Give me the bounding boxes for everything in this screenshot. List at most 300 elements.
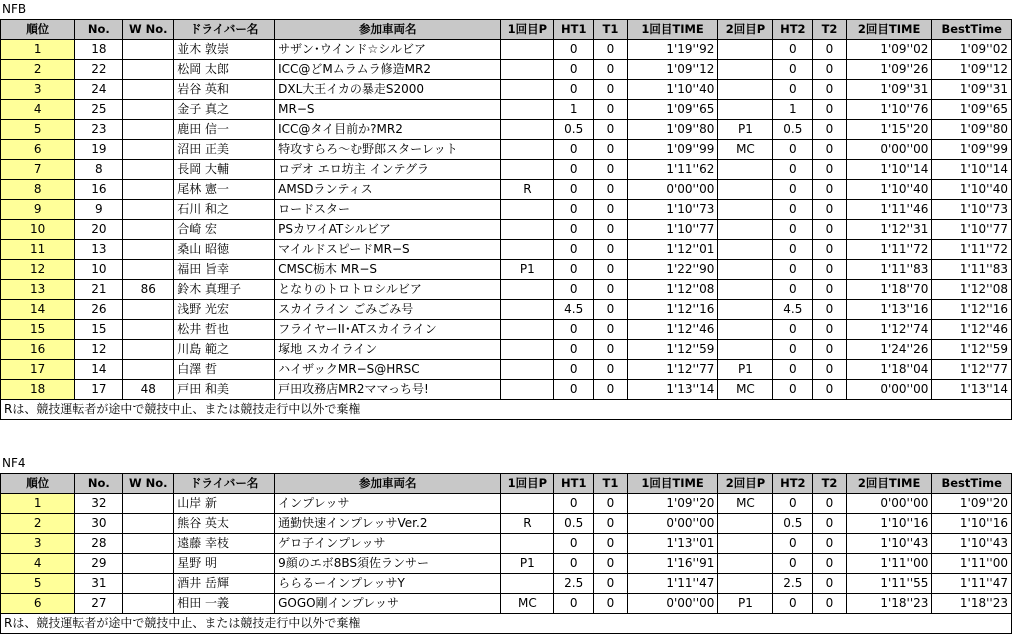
cell-first-penalty bbox=[501, 280, 554, 300]
cell-driver-name: 桑山 昭徳 bbox=[174, 240, 275, 260]
cell-best-time: 1'12''46 bbox=[932, 320, 1012, 340]
table-row bbox=[1, 534, 1012, 554]
cell-driver-name: 松岡 太郎 bbox=[174, 60, 275, 80]
table-row bbox=[1, 300, 1012, 320]
table-row bbox=[1, 180, 1012, 200]
table-row bbox=[1, 240, 1012, 260]
cell-ht2: 4.5 bbox=[773, 300, 813, 320]
table-row bbox=[1, 594, 1012, 614]
column-header-rank: 順位 bbox=[1, 20, 75, 40]
cell-second-time: 1'09''31 bbox=[846, 80, 932, 100]
cell-car-number: 32 bbox=[75, 494, 123, 514]
cell-second-penalty bbox=[718, 80, 773, 100]
cell-car-number: 20 bbox=[75, 220, 123, 240]
cell-vehicle-name: PSカワイATシルビア bbox=[275, 220, 501, 240]
cell-w-number bbox=[123, 514, 174, 534]
cell-rank: 9 bbox=[1, 200, 75, 220]
table-row bbox=[1, 220, 1012, 240]
cell-ht1: 0.5 bbox=[554, 120, 594, 140]
cell-vehicle-name: MR−S bbox=[275, 100, 501, 120]
cell-second-penalty bbox=[718, 220, 773, 240]
cell-t2: 0 bbox=[813, 360, 847, 380]
cell-first-time: 0'00''00 bbox=[627, 514, 718, 534]
cell-first-penalty: R bbox=[501, 514, 554, 534]
cell-ht1: 0 bbox=[554, 360, 594, 380]
cell-first-penalty bbox=[501, 100, 554, 120]
cell-w-number: 48 bbox=[123, 380, 174, 400]
cell-second-time: 0'00''00 bbox=[846, 140, 932, 160]
cell-ht2: 0 bbox=[773, 240, 813, 260]
cell-first-time: 1'11''47 bbox=[627, 574, 718, 594]
header-row bbox=[1, 474, 1012, 494]
cell-best-time: 1'10''73 bbox=[932, 200, 1012, 220]
cell-car-number: 15 bbox=[75, 320, 123, 340]
cell-second-penalty bbox=[718, 320, 773, 340]
cell-car-number: 13 bbox=[75, 240, 123, 260]
cell-w-number bbox=[123, 494, 174, 514]
cell-first-time: 1'13''01 bbox=[627, 534, 718, 554]
cell-best-time: 1'09''20 bbox=[932, 494, 1012, 514]
cell-car-number: 25 bbox=[75, 100, 123, 120]
cell-w-number bbox=[123, 340, 174, 360]
cell-first-time: 1'09''99 bbox=[627, 140, 718, 160]
cell-rank: 12 bbox=[1, 260, 75, 280]
cell-second-time: 1'10''14 bbox=[846, 160, 932, 180]
column-header-first-penalty: 1回目P bbox=[501, 474, 554, 494]
cell-driver-name: 岩谷 英和 bbox=[174, 80, 275, 100]
cell-second-time: 1'09''26 bbox=[846, 60, 932, 80]
cell-first-time: 1'22''90 bbox=[627, 260, 718, 280]
cell-t1: 0 bbox=[594, 200, 628, 220]
cell-car-number: 26 bbox=[75, 300, 123, 320]
cell-ht1: 0 bbox=[554, 534, 594, 554]
cell-first-penalty bbox=[501, 340, 554, 360]
cell-ht2: 0 bbox=[773, 494, 813, 514]
cell-vehicle-name: となりのトロトロシルビア bbox=[275, 280, 501, 300]
cell-car-number: 10 bbox=[75, 260, 123, 280]
cell-second-time: 1'12''31 bbox=[846, 220, 932, 240]
cell-rank: 4 bbox=[1, 100, 75, 120]
column-header-second-penalty: 2回目P bbox=[718, 474, 773, 494]
cell-first-penalty: MC bbox=[501, 594, 554, 614]
cell-ht2: 0 bbox=[773, 534, 813, 554]
cell-driver-name: 沼田 正美 bbox=[174, 140, 275, 160]
cell-driver-name: 戸田 和美 bbox=[174, 380, 275, 400]
cell-ht1: 0 bbox=[554, 220, 594, 240]
cell-rank: 14 bbox=[1, 300, 75, 320]
cell-ht1: 0 bbox=[554, 40, 594, 60]
cell-ht2: 0 bbox=[773, 380, 813, 400]
cell-rank: 5 bbox=[1, 120, 75, 140]
cell-first-penalty bbox=[501, 320, 554, 340]
cell-second-time: 1'10''76 bbox=[846, 100, 932, 120]
cell-first-penalty: R bbox=[501, 180, 554, 200]
cell-first-penalty bbox=[501, 574, 554, 594]
cell-ht2: 0 bbox=[773, 260, 813, 280]
table-row bbox=[1, 260, 1012, 280]
cell-first-time: 1'10''77 bbox=[627, 220, 718, 240]
cell-vehicle-name: ハイザックMR−S@HRSC bbox=[275, 360, 501, 380]
cell-t1: 0 bbox=[594, 360, 628, 380]
cell-ht1: 2.5 bbox=[554, 574, 594, 594]
table-row bbox=[1, 574, 1012, 594]
cell-t1: 0 bbox=[594, 594, 628, 614]
note-row bbox=[1, 614, 1012, 634]
cell-first-time: 1'12''77 bbox=[627, 360, 718, 380]
cell-t2: 0 bbox=[813, 534, 847, 554]
cell-driver-name: 長岡 大輔 bbox=[174, 160, 275, 180]
cell-first-time: 1'09''80 bbox=[627, 120, 718, 140]
cell-second-time: 1'11''00 bbox=[846, 554, 932, 574]
cell-t1: 0 bbox=[594, 120, 628, 140]
cell-w-number bbox=[123, 200, 174, 220]
cell-driver-name: 浅野 光宏 bbox=[174, 300, 275, 320]
cell-car-number: 8 bbox=[75, 160, 123, 180]
cell-driver-name: 山岸 新 bbox=[174, 494, 275, 514]
cell-ht1: 0.5 bbox=[554, 514, 594, 534]
cell-vehicle-name: ロデオ エロ坊主 インテグラ bbox=[275, 160, 501, 180]
cell-vehicle-name: 塚地 スカイライン bbox=[275, 340, 501, 360]
cell-vehicle-name: ICC@タイ目前か?MR2 bbox=[275, 120, 501, 140]
cell-best-time: 1'11''47 bbox=[932, 574, 1012, 594]
cell-w-number bbox=[123, 594, 174, 614]
column-header-first-penalty: 1回目P bbox=[501, 20, 554, 40]
section-title-nfb: NFB bbox=[2, 2, 27, 16]
cell-second-time: 1'13''16 bbox=[846, 300, 932, 320]
cell-first-time: 1'12''59 bbox=[627, 340, 718, 360]
column-header-t2: T2 bbox=[813, 474, 847, 494]
table-row bbox=[1, 494, 1012, 514]
cell-t1: 0 bbox=[594, 80, 628, 100]
cell-rank: 3 bbox=[1, 80, 75, 100]
cell-first-time: 1'10''40 bbox=[627, 80, 718, 100]
cell-best-time: 1'11''00 bbox=[932, 554, 1012, 574]
footnote: Rは、競技運転者が途中で競技中止、または競技走行中以外で棄権 bbox=[1, 400, 1012, 420]
cell-second-penalty: MC bbox=[718, 494, 773, 514]
cell-t2: 0 bbox=[813, 100, 847, 120]
cell-ht1: 0 bbox=[554, 280, 594, 300]
cell-ht1: 0 bbox=[554, 340, 594, 360]
cell-w-number bbox=[123, 260, 174, 280]
cell-t2: 0 bbox=[813, 80, 847, 100]
cell-best-time: 1'10''40 bbox=[932, 180, 1012, 200]
cell-ht1: 4.5 bbox=[554, 300, 594, 320]
cell-second-penalty bbox=[718, 60, 773, 80]
cell-w-number bbox=[123, 220, 174, 240]
cell-ht2: 0 bbox=[773, 594, 813, 614]
cell-rank: 13 bbox=[1, 280, 75, 300]
cell-t2: 0 bbox=[813, 40, 847, 60]
cell-first-time: 1'12''16 bbox=[627, 300, 718, 320]
cell-best-time: 1'09''12 bbox=[932, 60, 1012, 80]
cell-first-penalty bbox=[501, 80, 554, 100]
cell-best-time: 1'12''08 bbox=[932, 280, 1012, 300]
cell-best-time: 1'12''16 bbox=[932, 300, 1012, 320]
cell-best-time: 1'13''14 bbox=[932, 380, 1012, 400]
cell-vehicle-name: AMSDランティス bbox=[275, 180, 501, 200]
cell-second-time: 1'11''83 bbox=[846, 260, 932, 280]
cell-second-time: 1'10''43 bbox=[846, 534, 932, 554]
cell-t1: 0 bbox=[594, 220, 628, 240]
cell-first-time: 1'11''62 bbox=[627, 160, 718, 180]
cell-driver-name: 酒井 岳輝 bbox=[174, 574, 275, 594]
cell-best-time: 1'18''23 bbox=[932, 594, 1012, 614]
cell-first-penalty bbox=[501, 240, 554, 260]
cell-second-time: 1'11''72 bbox=[846, 240, 932, 260]
table-row bbox=[1, 514, 1012, 534]
cell-ht1: 1 bbox=[554, 100, 594, 120]
cell-rank: 18 bbox=[1, 380, 75, 400]
cell-ht1: 0 bbox=[554, 594, 594, 614]
cell-first-time: 1'19''92 bbox=[627, 40, 718, 60]
cell-second-penalty bbox=[718, 180, 773, 200]
cell-second-time: 1'12''74 bbox=[846, 320, 932, 340]
cell-second-time: 1'18''70 bbox=[846, 280, 932, 300]
cell-rank: 5 bbox=[1, 574, 75, 594]
cell-best-time: 1'10''16 bbox=[932, 514, 1012, 534]
cell-ht2: 0.5 bbox=[773, 120, 813, 140]
cell-best-time: 1'09''65 bbox=[932, 100, 1012, 120]
cell-second-time: 1'18''04 bbox=[846, 360, 932, 380]
cell-first-penalty bbox=[501, 300, 554, 320]
cell-first-time: 1'13''14 bbox=[627, 380, 718, 400]
cell-t2: 0 bbox=[813, 280, 847, 300]
cell-first-penalty bbox=[501, 360, 554, 380]
cell-rank: 15 bbox=[1, 320, 75, 340]
cell-first-penalty bbox=[501, 534, 554, 554]
cell-second-time: 1'11''55 bbox=[846, 574, 932, 594]
cell-t1: 0 bbox=[594, 534, 628, 554]
cell-ht2: 0 bbox=[773, 280, 813, 300]
cell-driver-name: 川島 範之 bbox=[174, 340, 275, 360]
cell-ht2: 0 bbox=[773, 80, 813, 100]
cell-first-penalty: P1 bbox=[501, 260, 554, 280]
cell-vehicle-name: 戸田攻務店MR2ママっち号! bbox=[275, 380, 501, 400]
cell-t1: 0 bbox=[594, 494, 628, 514]
cell-driver-name: 松井 哲也 bbox=[174, 320, 275, 340]
cell-car-number: 18 bbox=[75, 40, 123, 60]
cell-first-penalty bbox=[501, 60, 554, 80]
column-header-t2: T2 bbox=[813, 20, 847, 40]
cell-driver-name: 金子 真之 bbox=[174, 100, 275, 120]
column-header-ht2: HT2 bbox=[773, 474, 813, 494]
cell-first-time: 1'12''01 bbox=[627, 240, 718, 260]
cell-first-penalty bbox=[501, 494, 554, 514]
cell-first-time: 1'12''08 bbox=[627, 280, 718, 300]
cell-t2: 0 bbox=[813, 380, 847, 400]
cell-ht1: 0 bbox=[554, 240, 594, 260]
cell-car-number: 31 bbox=[75, 574, 123, 594]
column-header-best-time: BestTime bbox=[932, 20, 1012, 40]
cell-second-penalty bbox=[718, 160, 773, 180]
cell-ht2: 0 bbox=[773, 320, 813, 340]
cell-t2: 0 bbox=[813, 574, 847, 594]
cell-w-number bbox=[123, 140, 174, 160]
column-header-rank: 順位 bbox=[1, 474, 75, 494]
cell-second-time: 1'10''16 bbox=[846, 514, 932, 534]
cell-vehicle-name: 特攻すらろ〜む野郎スターレット bbox=[275, 140, 501, 160]
cell-rank: 10 bbox=[1, 220, 75, 240]
cell-t2: 0 bbox=[813, 340, 847, 360]
cell-w-number bbox=[123, 534, 174, 554]
cell-first-penalty bbox=[501, 220, 554, 240]
cell-w-number bbox=[123, 160, 174, 180]
cell-second-time: 0'00''00 bbox=[846, 494, 932, 514]
cell-car-number: 12 bbox=[75, 340, 123, 360]
column-header-car-number: No. bbox=[75, 20, 123, 40]
table-row bbox=[1, 60, 1012, 80]
cell-best-time: 1'09''02 bbox=[932, 40, 1012, 60]
cell-rank: 11 bbox=[1, 240, 75, 260]
cell-car-number: 30 bbox=[75, 514, 123, 534]
cell-best-time: 1'12''77 bbox=[932, 360, 1012, 380]
cell-best-time: 1'10''43 bbox=[932, 534, 1012, 554]
cell-second-penalty bbox=[718, 514, 773, 534]
cell-car-number: 23 bbox=[75, 120, 123, 140]
table-row bbox=[1, 100, 1012, 120]
cell-t2: 0 bbox=[813, 240, 847, 260]
cell-vehicle-name: 9顔のエボ8BS須佐ランサー bbox=[275, 554, 501, 574]
cell-second-penalty: P1 bbox=[718, 594, 773, 614]
cell-w-number bbox=[123, 554, 174, 574]
cell-ht2: 0 bbox=[773, 200, 813, 220]
table-row bbox=[1, 80, 1012, 100]
cell-second-time: 1'11''46 bbox=[846, 200, 932, 220]
cell-t2: 0 bbox=[813, 514, 847, 534]
cell-best-time: 1'10''14 bbox=[932, 160, 1012, 180]
column-header-second-time: 2回目TIME bbox=[846, 20, 932, 40]
cell-car-number: 24 bbox=[75, 80, 123, 100]
cell-first-penalty bbox=[501, 380, 554, 400]
cell-ht2: 0 bbox=[773, 140, 813, 160]
cell-driver-name: 福田 旨幸 bbox=[174, 260, 275, 280]
cell-driver-name: 遠藤 幸枝 bbox=[174, 534, 275, 554]
cell-first-penalty bbox=[501, 120, 554, 140]
cell-second-penalty bbox=[718, 300, 773, 320]
cell-driver-name: 鹿田 信一 bbox=[174, 120, 275, 140]
cell-car-number: 27 bbox=[75, 594, 123, 614]
cell-first-time: 0'00''00 bbox=[627, 180, 718, 200]
cell-t1: 0 bbox=[594, 60, 628, 80]
cell-ht1: 0 bbox=[554, 60, 594, 80]
cell-car-number: 14 bbox=[75, 360, 123, 380]
table-row bbox=[1, 120, 1012, 140]
cell-vehicle-name: DXL大王イカの暴走S2000 bbox=[275, 80, 501, 100]
cell-t2: 0 bbox=[813, 220, 847, 240]
table-row bbox=[1, 140, 1012, 160]
cell-best-time: 1'12''59 bbox=[932, 340, 1012, 360]
cell-ht1: 0 bbox=[554, 554, 594, 574]
cell-second-time: 1'09''02 bbox=[846, 40, 932, 60]
cell-ht2: 0 bbox=[773, 360, 813, 380]
cell-best-time: 1'09''80 bbox=[932, 120, 1012, 140]
cell-vehicle-name: 通勤快速インプレッサVer.2 bbox=[275, 514, 501, 534]
cell-w-number bbox=[123, 300, 174, 320]
cell-t2: 0 bbox=[813, 60, 847, 80]
cell-w-number bbox=[123, 240, 174, 260]
column-header-best-time: BestTime bbox=[932, 474, 1012, 494]
note-row bbox=[1, 400, 1012, 420]
cell-rank: 3 bbox=[1, 534, 75, 554]
cell-ht1: 0 bbox=[554, 494, 594, 514]
cell-vehicle-name: ゲロ子インプレッサ bbox=[275, 534, 501, 554]
cell-t2: 0 bbox=[813, 300, 847, 320]
cell-rank: 16 bbox=[1, 340, 75, 360]
cell-car-number: 16 bbox=[75, 180, 123, 200]
cell-best-time: 1'10''77 bbox=[932, 220, 1012, 240]
cell-driver-name: 白澤 哲 bbox=[174, 360, 275, 380]
column-header-ht1: HT1 bbox=[554, 474, 594, 494]
cell-second-penalty bbox=[718, 340, 773, 360]
cell-ht2: 1 bbox=[773, 100, 813, 120]
cell-t1: 0 bbox=[594, 320, 628, 340]
cell-t2: 0 bbox=[813, 160, 847, 180]
cell-driver-name: 合崎 宏 bbox=[174, 220, 275, 240]
cell-first-time: 1'12''46 bbox=[627, 320, 718, 340]
cell-rank: 17 bbox=[1, 360, 75, 380]
cell-first-penalty bbox=[501, 40, 554, 60]
cell-ht1: 0 bbox=[554, 160, 594, 180]
cell-second-penalty bbox=[718, 574, 773, 594]
cell-ht1: 0 bbox=[554, 380, 594, 400]
cell-t1: 0 bbox=[594, 280, 628, 300]
cell-second-penalty bbox=[718, 40, 773, 60]
cell-t1: 0 bbox=[594, 260, 628, 280]
cell-ht2: 0 bbox=[773, 180, 813, 200]
column-header-second-penalty: 2回目P bbox=[718, 20, 773, 40]
cell-ht2: 2.5 bbox=[773, 574, 813, 594]
cell-driver-name: 熊谷 英太 bbox=[174, 514, 275, 534]
column-header-first-time: 1回目TIME bbox=[627, 20, 718, 40]
cell-second-time: 1'18''23 bbox=[846, 594, 932, 614]
cell-t1: 0 bbox=[594, 514, 628, 534]
cell-car-number: 22 bbox=[75, 60, 123, 80]
cell-w-number bbox=[123, 574, 174, 594]
cell-second-penalty: P1 bbox=[718, 360, 773, 380]
cell-t1: 0 bbox=[594, 300, 628, 320]
cell-rank: 2 bbox=[1, 514, 75, 534]
results-table-nf4 bbox=[0, 473, 1012, 634]
cell-best-time: 1'09''31 bbox=[932, 80, 1012, 100]
cell-driver-name: 相田 一義 bbox=[174, 594, 275, 614]
cell-t2: 0 bbox=[813, 200, 847, 220]
cell-rank: 6 bbox=[1, 140, 75, 160]
cell-first-penalty bbox=[501, 140, 554, 160]
cell-driver-name: 石川 和之 bbox=[174, 200, 275, 220]
cell-second-penalty bbox=[718, 240, 773, 260]
column-header-w-number: W No. bbox=[123, 20, 174, 40]
cell-best-time: 1'11''72 bbox=[932, 240, 1012, 260]
footnote: Rは、競技運転者が途中で競技中止、または競技走行中以外で棄権 bbox=[1, 614, 1012, 634]
cell-second-time: 1'24''26 bbox=[846, 340, 932, 360]
column-header-vehicle-name: 参加車両名 bbox=[275, 20, 501, 40]
cell-t2: 0 bbox=[813, 554, 847, 574]
cell-driver-name: 星野 明 bbox=[174, 554, 275, 574]
cell-t2: 0 bbox=[813, 594, 847, 614]
cell-vehicle-name: マイルドスピードMR−S bbox=[275, 240, 501, 260]
cell-second-penalty bbox=[718, 100, 773, 120]
cell-best-time: 1'09''99 bbox=[932, 140, 1012, 160]
cell-ht1: 0 bbox=[554, 260, 594, 280]
cell-t1: 0 bbox=[594, 574, 628, 594]
cell-car-number: 21 bbox=[75, 280, 123, 300]
cell-ht2: 0 bbox=[773, 340, 813, 360]
cell-vehicle-name: スカイライン ごみごみ号 bbox=[275, 300, 501, 320]
cell-second-penalty: P1 bbox=[718, 120, 773, 140]
cell-car-number: 17 bbox=[75, 380, 123, 400]
cell-w-number bbox=[123, 180, 174, 200]
table-row bbox=[1, 360, 1012, 380]
